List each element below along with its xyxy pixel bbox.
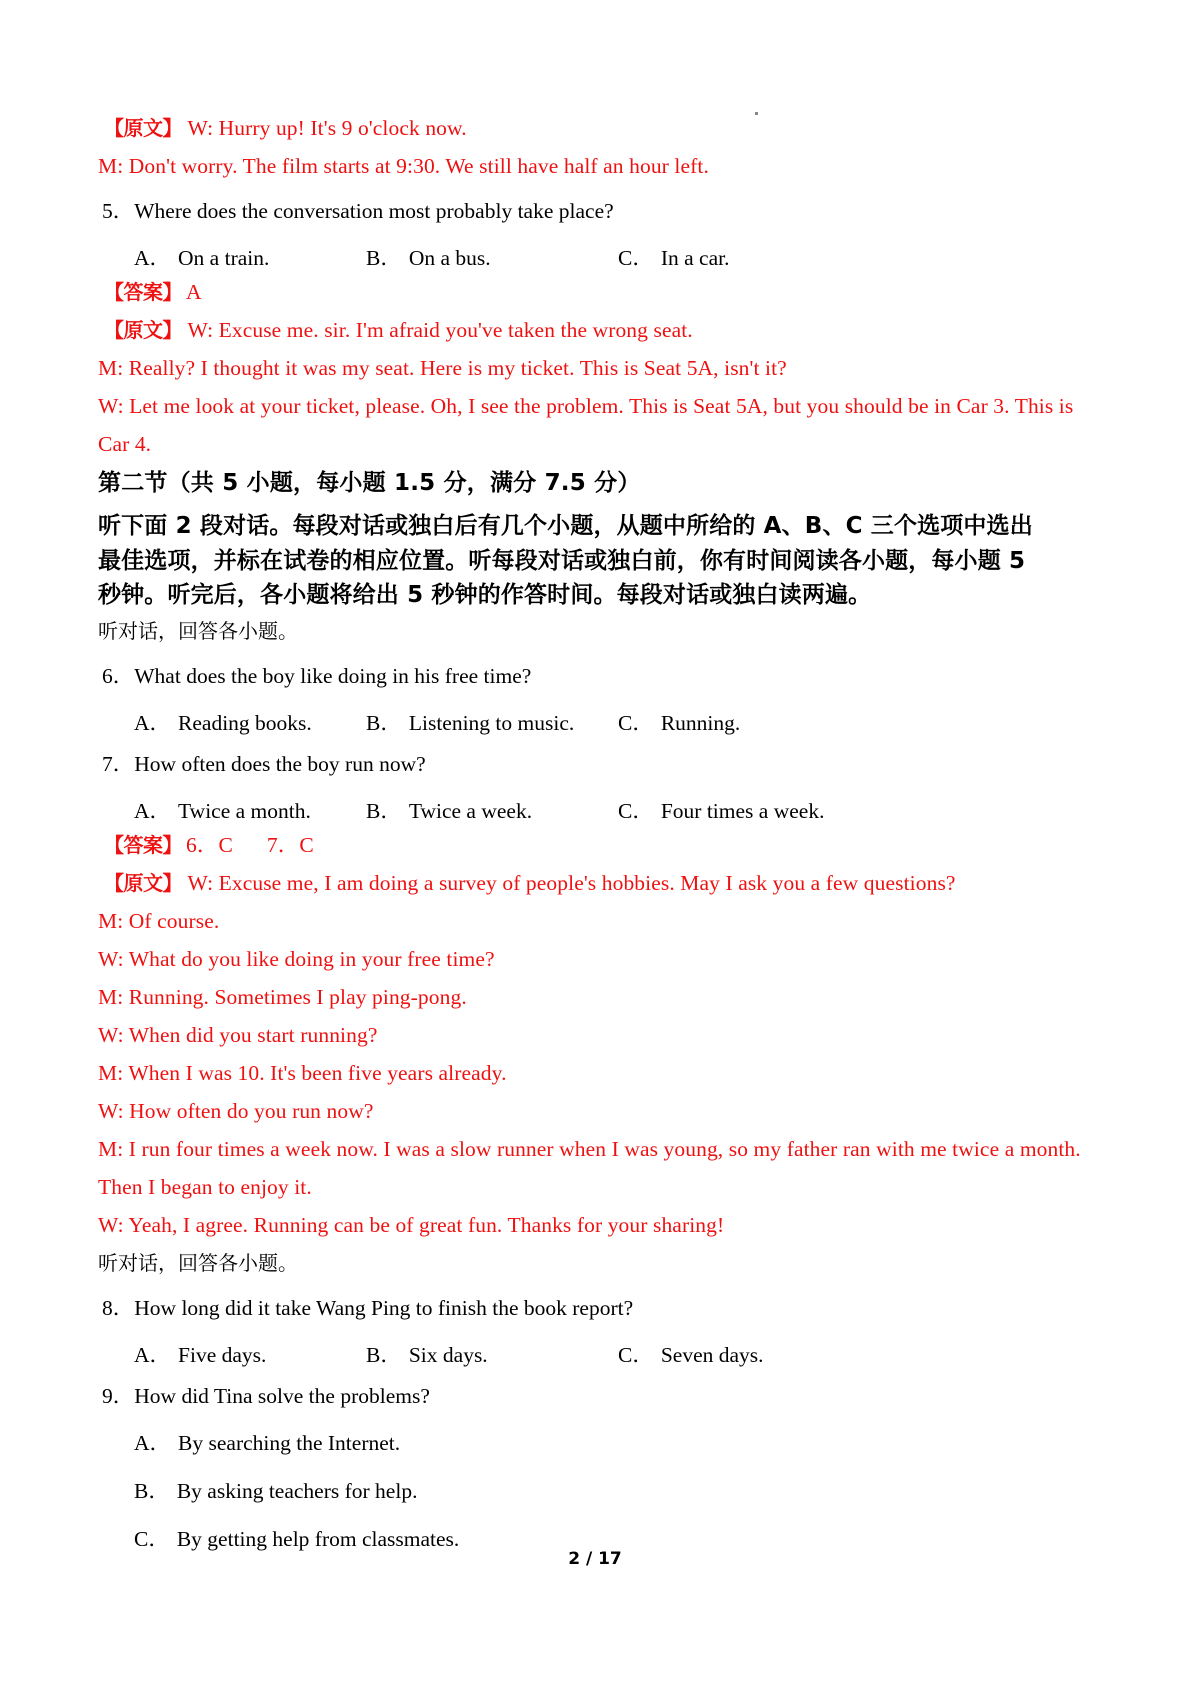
- question-8-stem: [98, 1291, 1094, 1322]
- option-a[interactable]: [134, 706, 312, 737]
- answer-value-q7: 7．C: [266, 832, 314, 857]
- transcript-line-q67-5: W: When did you start running?: [98, 1022, 378, 1047]
- option-c-label: C．: [618, 246, 654, 270]
- question-7-options: [98, 794, 1094, 823]
- transcript-tag: 【原文】: [104, 870, 182, 895]
- option-c[interactable]: [618, 794, 824, 825]
- question-9-option-b[interactable]: [98, 1474, 1094, 1505]
- option-c-text: By getting help from classmates.: [176, 1526, 460, 1551]
- transcript-line-q67-8: M: I run four times a week now. I was a slow runner when I was young, so my father ran with me twice a month.: [98, 1136, 1081, 1161]
- option-a-text: Five days.: [178, 1342, 267, 1367]
- question-7-text: How often does the boy run now?: [134, 751, 426, 776]
- option-c-label: C．: [618, 1342, 654, 1367]
- option-b-text: On a bus.: [408, 246, 491, 270]
- answer-value-q5: A: [186, 280, 202, 304]
- question-6-stem: [98, 659, 1094, 690]
- question-9-number: 9．: [102, 1383, 135, 1408]
- question-7-stem: [98, 747, 1094, 778]
- stray-dot-mark: [755, 112, 758, 115]
- option-b-text: Listening to music.: [408, 710, 575, 735]
- option-b-text: Twice a week.: [408, 798, 533, 823]
- transcript-text: W: Hurry up! It's 9 o'clock now.: [187, 116, 467, 140]
- page-footer: 2 / 17: [568, 1549, 622, 1569]
- transcript-line-q5-script-2: M: Really? I thought it was my seat. Here is my ticket. This is Seat 5A, isn't it?: [98, 356, 787, 380]
- listen-note-2: 听对话，回答各小题。: [98, 1250, 298, 1275]
- transcript-line-q67-4: M: Running. Sometimes I play ping-pong.: [98, 984, 467, 1009]
- option-b-text: By asking teachers for help.: [176, 1478, 418, 1503]
- section-2-instruction: 听下面 2 段对话。每段对话或独白后有几个小题，从题中所给的 A、B、C 三个选项中选出最佳选项，并标在试卷的相应位置。听每段对话或独白前，你有时间阅读各小题，每小题 5 秒钟。听完后，各小题将给出 5 秒钟的作答时间。每段对话或独白读两遍。: [98, 513, 1033, 608]
- question-6-number: 6．: [102, 663, 135, 688]
- question-6-text: What does the boy like doing in his free time?: [134, 663, 532, 688]
- option-b[interactable]: [366, 1338, 488, 1369]
- option-c[interactable]: [618, 1338, 764, 1369]
- option-b[interactable]: [366, 794, 532, 825]
- transcript-text: W: Excuse me. sir. I'm afraid you've taken the wrong seat.: [187, 318, 693, 342]
- question-8-options: [98, 1338, 1094, 1367]
- option-a-label: A．: [134, 1430, 172, 1455]
- option-c-text: In a car.: [660, 246, 730, 270]
- option-b-label: B．: [134, 1478, 170, 1503]
- question-5-options: [98, 241, 1094, 270]
- transcript-line-q5-script-3: W: Let me look at your ticket, please. Oh, I see the problem. This is Seat 5A, but you should be in Car 3. This is: [98, 394, 1074, 418]
- answer-line-q6-q7: [98, 832, 1094, 857]
- transcript-line-q67-9: Then I began to enjoy it.: [98, 1174, 312, 1199]
- listen-note-1: 听对话，回答各小题。: [98, 618, 298, 643]
- question-5-text: Where does the conversation most probably take place?: [134, 199, 614, 223]
- option-a[interactable]: [134, 1338, 266, 1369]
- option-c-text: Running.: [660, 710, 741, 735]
- option-b[interactable]: [366, 241, 491, 272]
- transcript-text: W: Excuse me, I am doing a survey of people's hobbies. May I ask you a few questions?: [187, 870, 956, 895]
- transcript-line-q67-3: W: What do you like doing in your free time?: [98, 946, 495, 971]
- transcript-line-q5-script-1: [98, 320, 1094, 342]
- transcript-line-q67-2: M: Of course.: [98, 908, 220, 933]
- option-b-label: B．: [366, 246, 402, 270]
- question-7-number: 7．: [102, 751, 135, 776]
- option-a-text: By searching the Internet.: [178, 1430, 401, 1455]
- question-8-number: 8．: [102, 1295, 135, 1320]
- question-6-options: [98, 706, 1094, 735]
- option-c[interactable]: [618, 706, 740, 737]
- option-a-label: A．: [134, 246, 172, 270]
- question-9-option-c[interactable]: [98, 1522, 1094, 1553]
- option-a-text: Reading books.: [178, 710, 312, 735]
- option-a-text: Twice a month.: [178, 798, 311, 823]
- option-a-label: A．: [134, 798, 172, 823]
- transcript-tag: 【原文】: [104, 318, 182, 342]
- page-content: [98, 118, 1094, 1570]
- transcript-line-q67-6: M: When I was 10. It's been five years already.: [98, 1060, 507, 1085]
- question-5-stem: [98, 194, 1094, 225]
- option-a[interactable]: [134, 241, 269, 272]
- answer-line-q5: [98, 282, 1094, 304]
- section-2-title: 第二节（共 5 小题，每小题 1.5 分，满分 7.5 分）: [98, 470, 641, 496]
- question-9-stem: [98, 1379, 1094, 1410]
- transcript-line-q5-m: M: Don't worry. The film starts at 9:30. We still have half an hour left.: [98, 154, 709, 178]
- transcript-line-q67-1: [98, 870, 1094, 895]
- option-c[interactable]: [618, 241, 729, 272]
- option-c-label: C．: [618, 710, 654, 735]
- option-a-text: On a train.: [178, 246, 270, 270]
- option-a-label: A．: [134, 1342, 172, 1367]
- option-b-label: B．: [366, 798, 402, 823]
- question-5-number: 5．: [102, 199, 135, 223]
- option-a-label: A．: [134, 710, 172, 735]
- option-b-text: Six days.: [408, 1342, 488, 1367]
- option-b-label: B．: [366, 1342, 402, 1367]
- option-c-label: C．: [618, 798, 654, 823]
- question-9-option-a[interactable]: [98, 1426, 1094, 1457]
- question-8-text: How long did it take Wang Ping to finish the book report?: [134, 1295, 634, 1320]
- question-9-text: How did Tina solve the problems?: [134, 1383, 430, 1408]
- transcript-tag: 【原文】: [104, 116, 182, 140]
- option-c-text: Seven days.: [660, 1342, 764, 1367]
- option-c-text: Four times a week.: [660, 798, 825, 823]
- transcript-line-q67-7: W: How often do you run now?: [98, 1098, 374, 1123]
- option-a[interactable]: [134, 794, 311, 825]
- answer-tag: 【答案】: [104, 280, 182, 304]
- answer-value-q6: 6．C: [186, 832, 233, 857]
- transcript-line-q5-script-4: Car 4.: [98, 432, 152, 456]
- option-b[interactable]: [366, 706, 574, 737]
- transcript-line-q67-10: W: Yeah, I agree. Running can be of great fun. Thanks for your sharing!: [98, 1212, 725, 1237]
- option-c-label: C．: [134, 1526, 170, 1551]
- option-b-label: B．: [366, 710, 402, 735]
- transcript-line-q5-w: [98, 118, 1094, 140]
- answer-tag: 【答案】: [104, 832, 182, 857]
